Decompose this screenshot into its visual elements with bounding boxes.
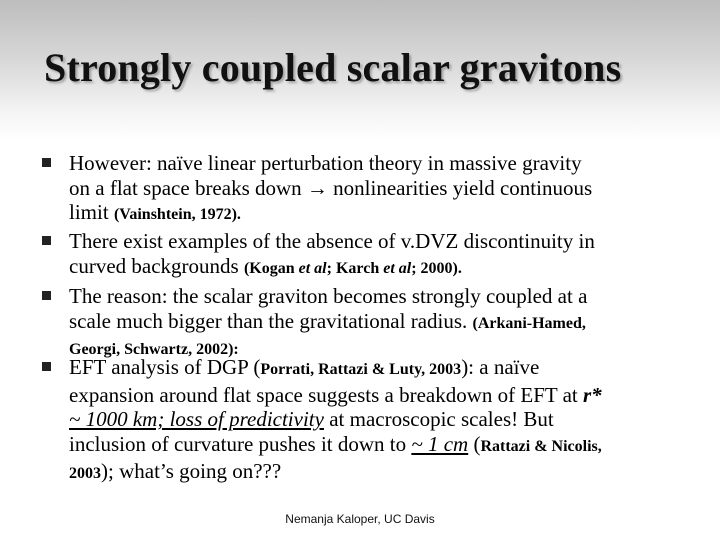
citation-karch: ; Karch <box>326 259 384 277</box>
bullet-4-text-f: ( <box>468 431 481 456</box>
citation-porrati: Porrati, Rattazi & Luty, 2003 <box>260 361 462 378</box>
square-bullet-icon <box>42 362 51 371</box>
citation-year-2000: ; 2000). <box>411 259 462 277</box>
citation-rattazi-nicolis: Rattazi & Nicolis, <box>480 437 602 455</box>
citation-etal-1: et al <box>298 259 327 277</box>
citation-arkani-hamed: (Arkani-Hamed, <box>472 314 586 332</box>
bullet-1-line-2: on a flat space breaks down → nonlinearities yield continuous <box>69 175 593 200</box>
bullet-4-text-d: at macroscopic scales! But <box>323 407 554 431</box>
square-bullet-icon <box>42 291 51 300</box>
citation-year-2003: 2003 <box>69 465 101 482</box>
bullet-4-text-c: expansion around flat space suggests a breakdown of EFT at <box>69 382 583 407</box>
citation-vainshtein: (Vainshtein, 1972). <box>113 206 241 223</box>
bullet-4-emphasis-1cm: ~ 1 cm <box>411 431 469 456</box>
bullet-item-2 <box>69 229 693 281</box>
slide-title: Strongly coupled scalar gravitons <box>44 45 622 90</box>
bullet-4-line-2 <box>69 383 693 408</box>
bullet-4-text-a: EFT analysis of DGP ( <box>69 355 261 379</box>
square-bullet-icon <box>42 158 51 167</box>
citation-kogan: (Kogan <box>243 259 299 277</box>
bullet-item-4 <box>69 355 693 487</box>
bullet-4-text-b: ): a naïve <box>461 355 540 379</box>
bullet-2-line-2 <box>69 254 693 282</box>
bullet-4-line-4 <box>69 432 693 460</box>
bullet-1-text-end: limit <box>69 200 114 224</box>
bullet-3-text: scale much bigger than the gravitational radius. <box>69 308 473 333</box>
bullet-3-line-2 <box>69 309 693 337</box>
bullet-2-line-1: There exist examples of the absence of v.DVZ discontinuity in <box>69 229 595 253</box>
square-bullet-icon <box>42 236 51 245</box>
bullet-4-line-5 <box>69 459 693 487</box>
bullet-1-line-1: However: naïve linear perturbation theory in massive gravity <box>69 151 582 175</box>
bullet-4-text-g: ); what’s going on??? <box>101 459 282 483</box>
slide-footer: Nemanja Kaloper, UC Davis <box>285 512 435 526</box>
bullet-3-line-1: The reason: the scalar graviton becomes strongly coupled at a <box>69 284 588 308</box>
bullet-4-emphasis-1000km: ~ 1000 km; loss of predictivity <box>69 407 324 431</box>
bullet-4-text-e: inclusion of curvature pushes it down to <box>69 431 412 456</box>
citation-georgi-schwartz: Georgi, Schwartz, 2002): <box>69 341 239 358</box>
bullet-item-1 <box>69 151 693 228</box>
bullet-item-3 <box>69 284 693 363</box>
r-star-symbol: r* <box>582 382 602 407</box>
citation-etal-2: et al <box>383 259 412 277</box>
bullet-4-line-1 <box>69 355 693 383</box>
bullet-4-line-3 <box>69 407 693 432</box>
bullet-1-line-3 <box>69 200 693 228</box>
bullet-2-text: curved backgrounds <box>69 253 244 278</box>
